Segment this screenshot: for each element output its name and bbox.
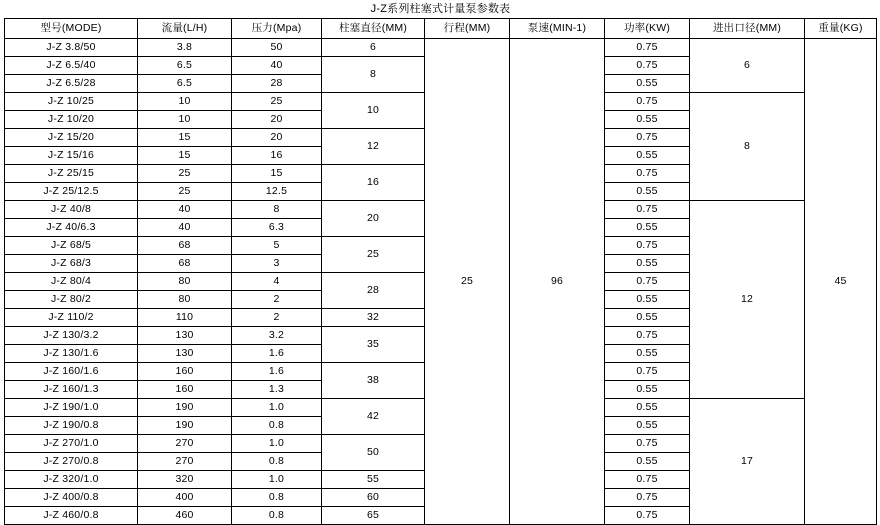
cell-pressure: 25 <box>232 93 322 111</box>
cell-pressure: 15 <box>232 165 322 183</box>
cell-inlet-diameter: 6 <box>690 39 805 93</box>
cell-power: 0.55 <box>605 417 690 435</box>
cell-stroke: 25 <box>425 39 510 525</box>
cell-power: 0.55 <box>605 255 690 273</box>
cell-pressure: 2 <box>232 291 322 309</box>
column-header-plunger: 柱塞直径(MM) <box>322 19 425 39</box>
cell-power: 0.75 <box>605 507 690 525</box>
cell-flow: 10 <box>138 93 232 111</box>
cell-model: J-Z 15/16 <box>5 147 138 165</box>
cell-power: 0.55 <box>605 309 690 327</box>
cell-model: J-Z 130/1.6 <box>5 345 138 363</box>
cell-power: 0.75 <box>605 273 690 291</box>
cell-plunger-diameter: 10 <box>322 93 425 129</box>
cell-power: 0.75 <box>605 435 690 453</box>
cell-model: J-Z 460/0.8 <box>5 507 138 525</box>
cell-flow: 270 <box>138 435 232 453</box>
cell-flow: 190 <box>138 399 232 417</box>
cell-power: 0.55 <box>605 399 690 417</box>
cell-model: J-Z 110/2 <box>5 309 138 327</box>
cell-power: 0.75 <box>605 363 690 381</box>
cell-flow: 160 <box>138 363 232 381</box>
cell-plunger-diameter: 12 <box>322 129 425 165</box>
cell-power: 0.55 <box>605 219 690 237</box>
table-header-row <box>5 19 877 39</box>
cell-pressure: 5 <box>232 237 322 255</box>
column-header-pressure: 压力(Mpa) <box>232 19 322 39</box>
column-header-stroke: 行程(MM) <box>425 19 510 39</box>
column-header-pumpspeed: 泵速(MIN-1) <box>510 19 605 39</box>
cell-plunger-diameter: 60 <box>322 489 425 507</box>
cell-power: 0.75 <box>605 327 690 345</box>
cell-model: J-Z 68/3 <box>5 255 138 273</box>
cell-weight: 45 <box>805 39 877 525</box>
cell-model: J-Z 40/8 <box>5 201 138 219</box>
cell-flow: 320 <box>138 471 232 489</box>
cell-flow: 6.5 <box>138 57 232 75</box>
cell-flow: 3.8 <box>138 39 232 57</box>
cell-plunger-diameter: 16 <box>322 165 425 201</box>
cell-pressure: 3 <box>232 255 322 273</box>
cell-plunger-diameter: 8 <box>322 57 425 93</box>
cell-model: J-Z 270/1.0 <box>5 435 138 453</box>
cell-power: 0.75 <box>605 471 690 489</box>
cell-model: J-Z 6.5/28 <box>5 75 138 93</box>
cell-inlet-diameter: 17 <box>690 399 805 525</box>
cell-pressure: 1.6 <box>232 345 322 363</box>
cell-model: J-Z 10/25 <box>5 93 138 111</box>
cell-power: 0.75 <box>605 237 690 255</box>
spec-sheet <box>0 3 880 521</box>
cell-flow: 25 <box>138 183 232 201</box>
cell-model: J-Z 3.8/50 <box>5 39 138 57</box>
cell-model: J-Z 190/0.8 <box>5 417 138 435</box>
cell-flow: 68 <box>138 255 232 273</box>
cell-plunger-diameter: 32 <box>322 309 425 327</box>
cell-inlet-diameter: 12 <box>690 201 805 399</box>
cell-flow: 400 <box>138 489 232 507</box>
cell-plunger-diameter: 50 <box>322 435 425 471</box>
cell-plunger-diameter: 38 <box>322 363 425 399</box>
cell-model: J-Z 80/2 <box>5 291 138 309</box>
cell-model: J-Z 130/3.2 <box>5 327 138 345</box>
cell-model: J-Z 400/0.8 <box>5 489 138 507</box>
cell-flow: 460 <box>138 507 232 525</box>
column-header-inlet: 进出口径(MM) <box>690 19 805 39</box>
cell-pressure: 1.0 <box>232 471 322 489</box>
cell-flow: 160 <box>138 381 232 399</box>
cell-pressure: 12.5 <box>232 183 322 201</box>
cell-flow: 6.5 <box>138 75 232 93</box>
cell-flow: 68 <box>138 237 232 255</box>
cell-inlet-diameter: 8 <box>690 93 805 201</box>
cell-flow: 270 <box>138 453 232 471</box>
cell-pressure: 1.0 <box>232 399 322 417</box>
cell-power: 0.75 <box>605 129 690 147</box>
cell-pressure: 3.2 <box>232 327 322 345</box>
cell-pressure: 16 <box>232 147 322 165</box>
cell-model: J-Z 10/20 <box>5 111 138 129</box>
cell-pressure: 2 <box>232 309 322 327</box>
cell-pressure: 50 <box>232 39 322 57</box>
cell-model: J-Z 40/6.3 <box>5 219 138 237</box>
cell-model: J-Z 6.5/40 <box>5 57 138 75</box>
cell-pressure: 20 <box>232 129 322 147</box>
cell-model: J-Z 15/20 <box>5 129 138 147</box>
cell-plunger-diameter: 35 <box>322 327 425 363</box>
spec-table <box>4 3 877 525</box>
cell-pressure: 1.6 <box>232 363 322 381</box>
table-row <box>5 39 877 57</box>
cell-flow: 25 <box>138 165 232 183</box>
cell-pressure: 0.8 <box>232 453 322 471</box>
cell-plunger-diameter: 65 <box>322 507 425 525</box>
cell-pressure: 8 <box>232 201 322 219</box>
cell-model: J-Z 160/1.3 <box>5 381 138 399</box>
cell-pressure: 0.8 <box>232 507 322 525</box>
table-title-row <box>5 3 877 19</box>
cell-model: J-Z 160/1.6 <box>5 363 138 381</box>
cell-flow: 80 <box>138 273 232 291</box>
cell-flow: 80 <box>138 291 232 309</box>
cell-plunger-diameter: 55 <box>322 471 425 489</box>
cell-power: 0.55 <box>605 111 690 129</box>
cell-power: 0.55 <box>605 147 690 165</box>
cell-model: J-Z 190/1.0 <box>5 399 138 417</box>
cell-pressure: 40 <box>232 57 322 75</box>
cell-power: 0.55 <box>605 381 690 399</box>
cell-model: J-Z 68/5 <box>5 237 138 255</box>
cell-pressure: 0.8 <box>232 417 322 435</box>
cell-flow: 130 <box>138 327 232 345</box>
cell-flow: 15 <box>138 129 232 147</box>
column-header-weight: 重量(KG) <box>805 19 877 39</box>
cell-power: 0.75 <box>605 57 690 75</box>
page-title: J-Z系列柱塞式计量泵参数表 <box>370 3 511 16</box>
cell-plunger-diameter: 28 <box>322 273 425 309</box>
cell-power: 0.55 <box>605 453 690 471</box>
cell-power: 0.75 <box>605 489 690 507</box>
column-header-model: 型号(MODE) <box>5 19 138 39</box>
cell-pressure: 4 <box>232 273 322 291</box>
cell-flow: 110 <box>138 309 232 327</box>
cell-power: 0.75 <box>605 93 690 111</box>
cell-power: 0.55 <box>605 345 690 363</box>
cell-power: 0.55 <box>605 75 690 93</box>
column-header-power: 功率(KW) <box>605 19 690 39</box>
cell-plunger-diameter: 42 <box>322 399 425 435</box>
cell-pressure: 1.3 <box>232 381 322 399</box>
cell-pressure: 6.3 <box>232 219 322 237</box>
cell-pressure: 1.0 <box>232 435 322 453</box>
cell-power: 0.55 <box>605 291 690 309</box>
cell-flow: 10 <box>138 111 232 129</box>
cell-power: 0.55 <box>605 183 690 201</box>
cell-plunger-diameter: 25 <box>322 237 425 273</box>
cell-pump-speed: 96 <box>510 39 605 525</box>
cell-plunger-diameter: 6 <box>322 39 425 57</box>
cell-power: 0.75 <box>605 39 690 57</box>
cell-flow: 15 <box>138 147 232 165</box>
cell-flow: 40 <box>138 201 232 219</box>
cell-flow: 130 <box>138 345 232 363</box>
cell-model: J-Z 25/15 <box>5 165 138 183</box>
cell-pressure: 20 <box>232 111 322 129</box>
cell-model: J-Z 80/4 <box>5 273 138 291</box>
cell-power: 0.75 <box>605 165 690 183</box>
cell-model: J-Z 25/12.5 <box>5 183 138 201</box>
cell-plunger-diameter: 20 <box>322 201 425 237</box>
cell-pressure: 28 <box>232 75 322 93</box>
cell-model: J-Z 320/1.0 <box>5 471 138 489</box>
cell-pressure: 0.8 <box>232 489 322 507</box>
column-header-flow: 流量(L/H) <box>138 19 232 39</box>
cell-flow: 40 <box>138 219 232 237</box>
cell-model: J-Z 270/0.8 <box>5 453 138 471</box>
cell-flow: 190 <box>138 417 232 435</box>
cell-power: 0.75 <box>605 201 690 219</box>
